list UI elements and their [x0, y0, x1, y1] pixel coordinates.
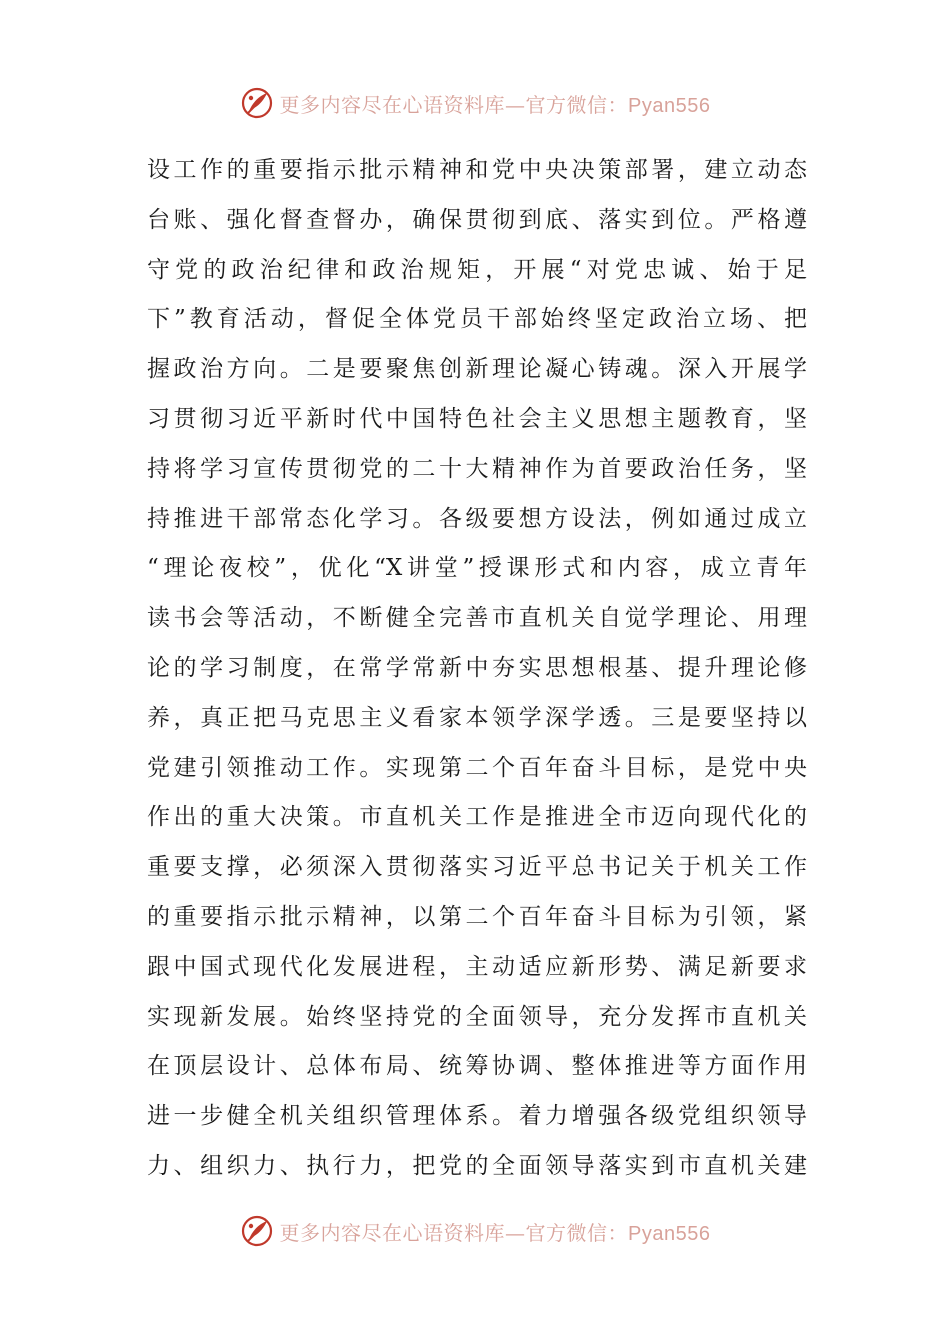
text-line: 跟中国式现代化发展进程，主动适应新形势、满足新要求 — [147, 953, 807, 980]
text-line: 台账、强化督查督办，确保贯彻到底、落实到位。严格遵 — [147, 206, 807, 233]
watermark-text: 更多内容尽在心语资料库—官方微信：Pyan556 — [279, 1220, 711, 1245]
text-line: 力、组织力、执行力，把党的全面领导落实到市直机关建 — [147, 1152, 807, 1179]
text-line: 养，真正把马克思主义看家本领学深学透。三是要坚持以 — [147, 704, 807, 731]
text-line: 读书会等活动，不断健全完善市直机关自觉学理论、用理 — [147, 605, 807, 632]
watermark-text: 更多内容尽在心语资料库—官方微信：Pyan556 — [279, 92, 711, 117]
text-line: 握政治方向。二是要聚焦创新理论凝心铸魂。深入开展学 — [147, 356, 807, 383]
quill-logo-icon — [240, 86, 274, 120]
body-text — [147, 146, 807, 1192]
text-line: 进一步健全机关组织管理体系。着力增强各级党组织领导 — [147, 1103, 807, 1130]
text-line: 的重要指示批示精神，以第二个百年奋斗目标为引领，紧 — [147, 903, 807, 930]
text-line: 守党的政治纪律和政治规矩，开展“对党忠诚、始于足 — [147, 256, 807, 283]
text-line: 作出的重大决策。市直机关工作是推进全市迈向现代化的 — [147, 804, 807, 831]
header-watermark — [0, 83, 950, 123]
text-line: “理论夜校”，优化“X讲堂”授课形式和内容，成立青年 — [147, 555, 807, 582]
quill-logo-icon — [240, 1214, 274, 1248]
text-line: 下”教育活动，督促全体党员干部始终坚定政治立场、把 — [147, 306, 807, 333]
text-line: 重要支撑，必须深入贯彻落实习近平总书记关于机关工作 — [147, 854, 807, 881]
text-line: 设工作的重要指示批示精神和党中央决策部署，建立动态 — [147, 157, 807, 183]
text-line: 持推进干部常态化学习。各级要想方设法，例如通过成立 — [147, 505, 807, 532]
text-line: 实现新发展。始终坚持党的全面领导，充分发挥市直机关 — [147, 1003, 807, 1030]
text-line: 党建引领推动工作。实现第二个百年奋斗目标，是党中央 — [147, 754, 807, 781]
text-line: 在顶层设计、总体布局、统筹协调、整体推进等方面作用 — [147, 1053, 807, 1080]
footer-watermark — [0, 1211, 950, 1251]
text-line: 论的学习制度，在常学常新中夯实思想根基、提升理论修 — [147, 654, 807, 681]
text-line: 持将学习宣传贯彻党的二十大精神作为首要政治任务，坚 — [147, 455, 807, 482]
text-line: 习贯彻习近平新时代中国特色社会主义思想主题教育，坚 — [147, 405, 807, 432]
